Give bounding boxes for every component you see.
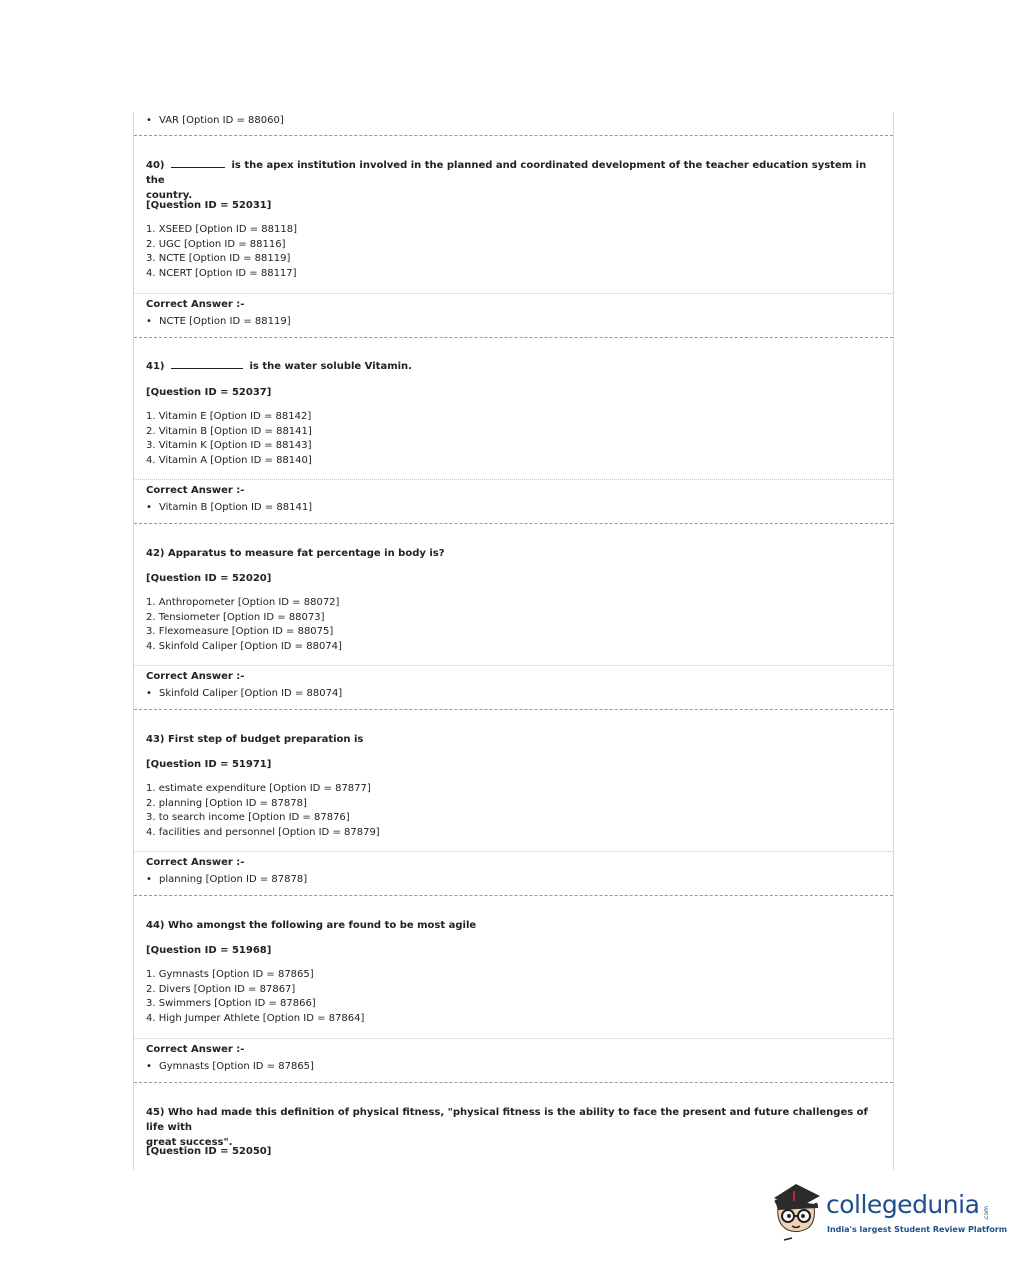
option: 4. facilities and personnel [Option ID = 87879] xyxy=(146,826,380,838)
divider xyxy=(134,337,893,338)
logo-wordmark: collegedunia xyxy=(826,1190,980,1219)
option: 1. estimate expenditure [Option ID = 87877] xyxy=(146,783,371,794)
question-40-options xyxy=(146,223,297,281)
divider xyxy=(134,709,893,710)
option: 4. Skinfold Caliper [Option ID = 88074] xyxy=(146,640,342,652)
option: 3. Flexomeasure [Option ID = 88075] xyxy=(146,626,334,638)
option: 2. Divers [Option ID = 87867] xyxy=(146,983,296,995)
fill-blank xyxy=(171,359,243,369)
divider xyxy=(134,135,893,136)
option: 2. UGC [Option ID = 88116] xyxy=(146,238,286,250)
fill-blank xyxy=(171,158,225,168)
option: 1. XSEED [Option ID = 88118] xyxy=(146,224,297,235)
question-41-options xyxy=(146,410,312,468)
question-44-id: [Question ID = 51968] xyxy=(146,945,272,956)
question-41-text: 41) is the water soluble Vitamin. xyxy=(146,361,412,372)
logo-tagline: India's largest Student Review Platform xyxy=(827,1225,1008,1234)
question-42-text: 42) Apparatus to measure fat percentage in body is? xyxy=(146,548,445,559)
correct-answer-label: Correct Answer :- xyxy=(146,485,245,496)
answer-separator xyxy=(134,293,893,294)
question-42-options xyxy=(146,596,342,654)
option: 1. Anthropometer [Option ID = 88072] xyxy=(146,597,340,608)
option: 2. Tensiometer [Option ID = 88073] xyxy=(146,611,325,623)
option: 2. planning [Option ID = 87878] xyxy=(146,797,307,809)
question-45-text: 45) Who had made this definition of physical fitness, "physical fitness is the ability to face the present and future challenges of life with great success". xyxy=(146,1107,868,1148)
question-44-text: 44) Who amongst the following are found to be most agile xyxy=(146,920,477,931)
question-41-correct-answer: • Vitamin B [Option ID = 88141] xyxy=(146,502,313,513)
option: 3. NCTE [Option ID = 88119] xyxy=(146,253,291,265)
question-43-text: 43) First step of budget preparation is xyxy=(146,734,364,745)
question-paper-sheet xyxy=(133,112,894,1170)
question-40-correct-answer: • NCTE [Option ID = 88119] xyxy=(146,316,291,327)
answer-separator xyxy=(134,1038,893,1039)
previous-correct-answer: • VAR [Option ID = 88060] xyxy=(146,115,284,126)
option: 3. to search income [Option ID = 87876] xyxy=(146,812,350,824)
question-43-correct-answer: • planning [Option ID = 87878] xyxy=(146,874,308,885)
question-44-correct-answer: • Gymnasts [Option ID = 87865] xyxy=(146,1061,314,1072)
correct-answer-label: Correct Answer :- xyxy=(146,1044,245,1055)
divider xyxy=(134,523,893,524)
correct-answer-label: Correct Answer :- xyxy=(146,299,245,310)
option: 4. Vitamin A [Option ID = 88140] xyxy=(146,454,312,466)
option: 1. Vitamin E [Option ID = 88142] xyxy=(146,411,312,422)
logo-suffix: .com xyxy=(983,1206,990,1221)
answer-separator xyxy=(134,479,893,480)
answer-separator xyxy=(134,665,893,666)
question-45-id: [Question ID = 52050] xyxy=(146,1146,272,1157)
option: 1. Gymnasts [Option ID = 87865] xyxy=(146,969,314,980)
question-40-text: 40) is the apex institution involved in the planned and coordinated development of the teacher education system in the country. xyxy=(146,160,867,201)
question-40-id: [Question ID = 52031] xyxy=(146,200,272,211)
question-42-correct-answer: • Skinfold Caliper [Option ID = 88074] xyxy=(146,688,343,699)
divider xyxy=(134,895,893,896)
option: 2. Vitamin B [Option ID = 88141] xyxy=(146,425,312,437)
question-43-id: [Question ID = 51971] xyxy=(146,759,272,770)
correct-answer-label: Correct Answer :- xyxy=(146,857,245,868)
answer-separator xyxy=(134,851,893,852)
question-43-options xyxy=(146,782,380,840)
collegedunia-logo xyxy=(768,1178,1008,1248)
correct-answer-label: Correct Answer :- xyxy=(146,671,245,682)
question-41-id: [Question ID = 52037] xyxy=(146,387,272,398)
question-44-options xyxy=(146,968,364,1026)
question-42-id: [Question ID = 52020] xyxy=(146,573,272,584)
option: 3. Swimmers [Option ID = 87866] xyxy=(146,998,316,1010)
mascot-icon xyxy=(768,1178,828,1244)
divider xyxy=(134,1082,893,1083)
option: 4. High Jumper Athlete [Option ID = 87864] xyxy=(146,1012,365,1024)
option: 3. Vitamin K [Option ID = 88143] xyxy=(146,440,312,452)
option: 4. NCERT [Option ID = 88117] xyxy=(146,267,297,279)
